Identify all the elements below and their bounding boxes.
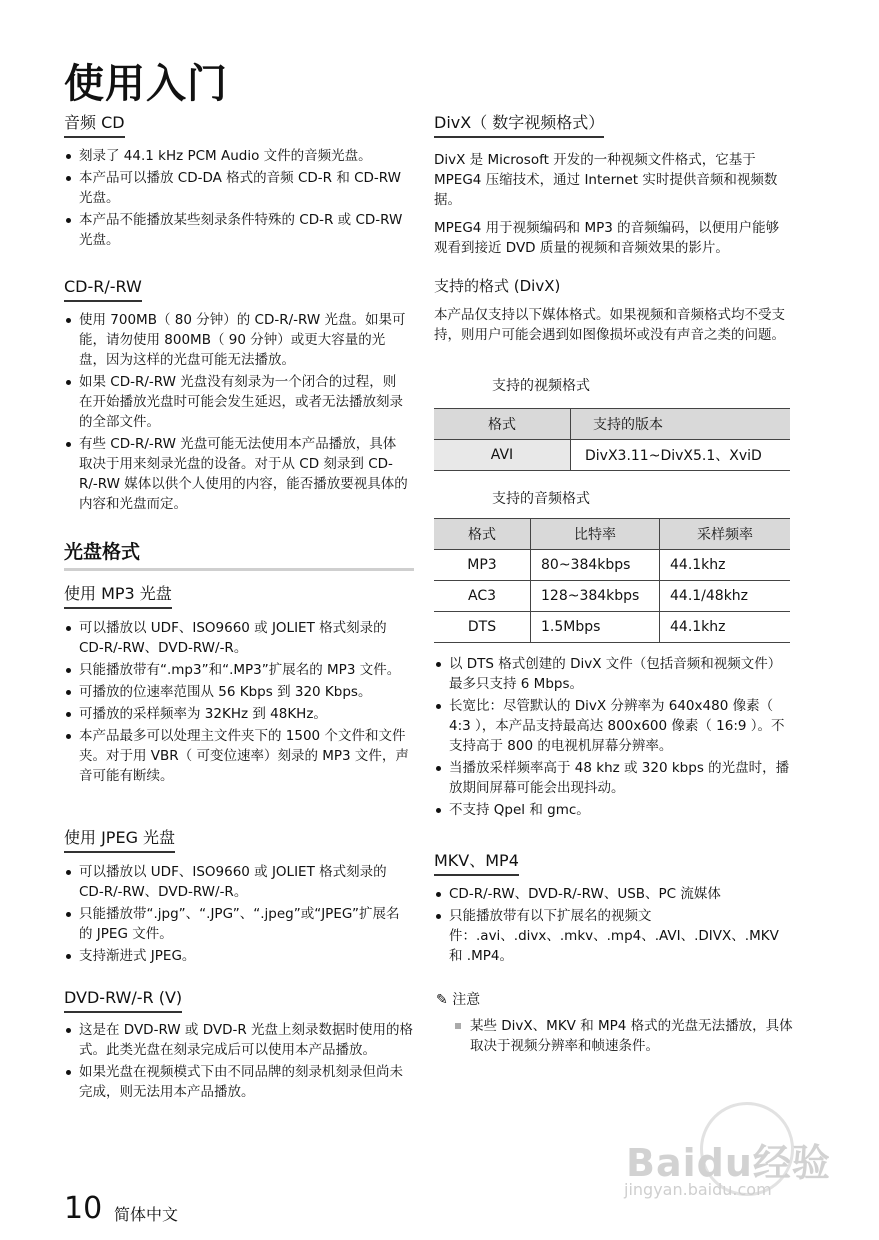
list-item: 有些 CD-R/-RW 光盘可能无法使用本产品播放，具体取决于用来刻录光盘的设备。对于从 CD 刻录到 CD-R/-RW 媒体以供个人使用的内容，能否播放要视具体的内容和光盘而定。 [64, 434, 409, 514]
video-format-table [434, 408, 790, 471]
table-row [434, 581, 790, 612]
divx-para-1: DivX 是 Microsoft 开发的一种视频文件格式，它基于 MPEG4 压缩技术，通过 Internet 实时提供音频和视频数据。 [434, 152, 778, 208]
list-dvdrw [64, 1020, 414, 1104]
page-language: 简体中文 [114, 1205, 179, 1224]
table-header: 比特率 [531, 519, 660, 550]
heading-mp3: 使用 MP3 光盘 [64, 584, 172, 609]
table-cell: 80~384kbps [531, 550, 660, 581]
heading-cdrw: CD-R/-RW [64, 277, 142, 302]
page-title: 使用入门 [64, 61, 228, 107]
list-item: CD-R/-RW、DVD-R/-RW、USB、PC 流媒体 [434, 884, 790, 904]
heading-jpeg: 使用 JPEG 光盘 [64, 828, 175, 853]
list-mp3 [64, 618, 414, 788]
table-cell: 44.1khz [660, 612, 791, 643]
watermark-logo: Baidu经验 [626, 1141, 831, 1185]
table-row [434, 440, 790, 471]
table-header: 格式 [434, 519, 531, 550]
pencil-icon: ✎ [436, 992, 448, 1008]
divx-para-2: MPEG4 用于视频编码和 MP3 的音频编码，以便用户能够观看到接近 DVD 质量的视频和音频效果的影片。 [434, 220, 780, 256]
note-item: 某些 DivX、MKV 和 MP4 格式的光盘无法播放，具体取决于视频分辨率和帧速条件。 [452, 1016, 800, 1056]
table-header-row [434, 409, 790, 440]
list-item: 长宽比：尽管默认的 DivX 分辨率为 640x480 像素（ 4:3 ），本产品支持最高达 800x600 像素（ 16:9 ）。不支持高于 800 的电视机屏幕分辨率。 [434, 696, 790, 756]
heading-audio-cd: 音频 CD [64, 113, 125, 138]
video-format-title: 支持的视频格式 [492, 378, 590, 394]
list-item: 只能播放带有“.mp3”和“.MP3”扩展名的 MP3 文件。 [64, 660, 414, 680]
list-item: 只能播放带“.jpg”、“.JPG”、“.jpeg”或“JPEG”扩展名的 JPEG 文件。 [64, 904, 409, 944]
list-item: 本产品最多可以处理主文件夹下的 1500 个文件和文件夹。对于用 VBR（ 可变位速率）刻录的 MP3 文件，声音可能有断续。 [64, 726, 414, 786]
list-item: 可以播放以 UDF、ISO9660 或 JOLIET 格式刻录的 CD-R/-RW、DVD-RW/-R。 [64, 618, 414, 658]
table-cell: AVI [434, 440, 571, 471]
audio-format-title: 支持的音频格式 [492, 491, 590, 507]
list-divx-notes [434, 654, 790, 822]
list-mkv [434, 884, 790, 968]
table-cell: DivX3.11~DivX5.1、XviD [571, 440, 791, 471]
list-item: 以 DTS 格式创建的 DivX 文件（包括音频和视频文件）最多只支持 6 Mbps。 [434, 654, 790, 694]
heading-divx: DivX（ 数字视频格式） [434, 113, 604, 138]
table-cell: 1.5Mbps [531, 612, 660, 643]
list-item: 如果 CD-R/-RW 光盘没有刻录为一个闭合的过程，则在开始播放光盘时可能会发生延迟，或者无法播放刻录的全部文件。 [64, 372, 409, 432]
list-jpeg [64, 862, 409, 968]
table-cell: 44.1/48khz [660, 581, 791, 612]
list-item: 可播放的位速率范围从 56 Kbps 到 320 Kbps。 [64, 682, 414, 702]
supported-para: 本产品仅支持以下媒体格式。如果视频和音频格式均不受支持，则用户可能会遇到如图像损坏或没有声音之类的问题。 [434, 307, 785, 343]
list-item: 如果光盘在视频模式下由不同品牌的刻录机刻录但尚未完成，则无法用本产品播放。 [64, 1062, 414, 1102]
table-cell: DTS [434, 612, 531, 643]
table-cell: AC3 [434, 581, 531, 612]
audio-format-table [434, 518, 790, 643]
note-heading-text: 注意 [452, 992, 481, 1008]
list-item: 不支持 Qpel 和 gmc。 [434, 800, 790, 820]
table-cell: MP3 [434, 550, 531, 581]
list-item: 可以播放以 UDF、ISO9660 或 JOLIET 格式刻录的 CD-R/-RW、DVD-RW/-R。 [64, 862, 409, 902]
heading-supported-formats: 支持的格式 (DivX) [434, 277, 561, 295]
note-heading [436, 990, 480, 1010]
list-item: 刻录了 44.1 kHz PCM Audio 文件的音频光盘。 [64, 146, 414, 166]
table-row [434, 550, 790, 581]
watermark-url: jingyan.baidu.com [624, 1180, 772, 1199]
table-header: 支持的版本 [571, 409, 791, 440]
table-header-row [434, 519, 790, 550]
list-item: 当播放采样频率高于 48 khz 或 320 kbps 的光盘时，播放期间屏幕可能会出现抖动。 [434, 758, 790, 798]
list-item: 本产品不能播放某些刻录条件特殊的 CD-R 或 CD-RW 光盘。 [64, 210, 414, 250]
list-item: 支持渐进式 JPEG。 [64, 946, 409, 966]
heading-disc-format: 光盘格式 [64, 540, 414, 571]
heading-mkv: MKV、MP4 [434, 851, 519, 876]
table-cell: 44.1khz [660, 550, 791, 581]
list-audio-cd [64, 146, 414, 252]
list-item: 使用 700MB（ 80 分钟）的 CD-R/-RW 光盘。如果可能，请勿使用 800MB（ 90 分钟）或更大容量的光盘，因为这样的光盘可能无法播放。 [64, 310, 409, 370]
list-item: 本产品可以播放 CD-DA 格式的音频 CD-R 和 CD-RW 光盘。 [64, 168, 414, 208]
list-cdrw [64, 310, 409, 516]
list-item: 这是在 DVD-RW 或 DVD-R 光盘上刻录数据时使用的格式。此类光盘在刻录完成后可以使用本产品播放。 [64, 1020, 414, 1060]
list-item: 只能播放带有以下扩展名的视频文件：.avi、.divx、.mkv、.mp4、.AVI、.DIVX、.MKV 和 .MP4。 [434, 906, 790, 966]
list-item: 可播放的采样频率为 32KHz 到 48KHz。 [64, 704, 414, 724]
table-header: 格式 [434, 409, 571, 440]
heading-dvdrw: DVD-RW/-R (V) [64, 988, 182, 1013]
table-row [434, 612, 790, 643]
table-cell: 128~384kbps [531, 581, 660, 612]
page-number: 10 [64, 1191, 103, 1226]
table-header: 采样频率 [660, 519, 791, 550]
